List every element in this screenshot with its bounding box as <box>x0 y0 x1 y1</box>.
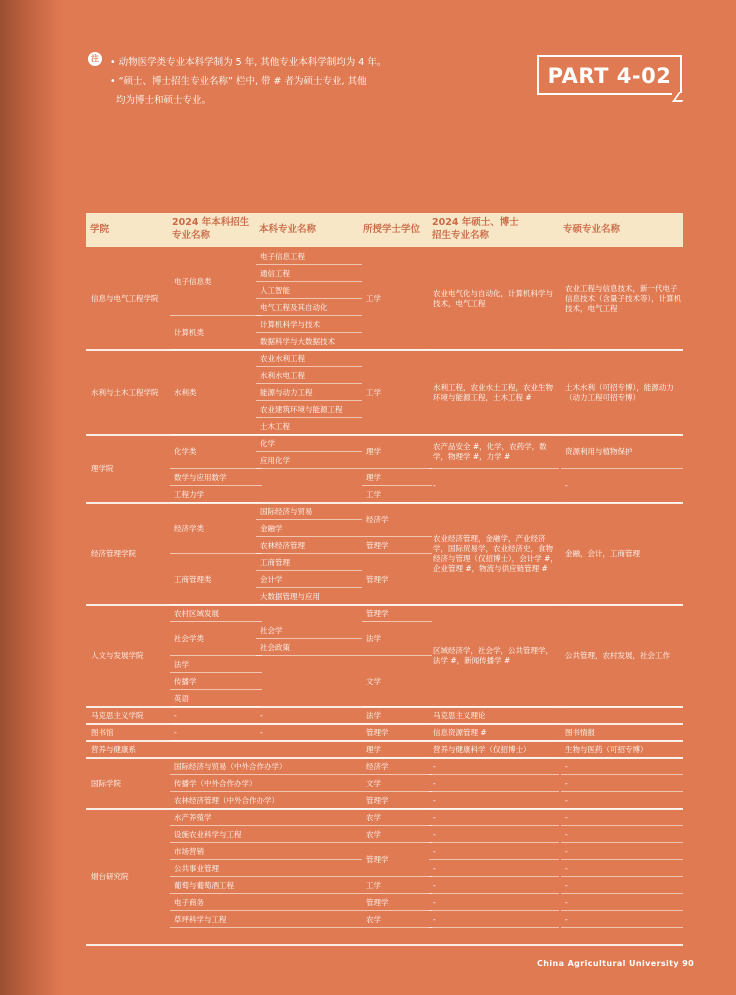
table-rule <box>362 655 432 656</box>
table-rule <box>561 927 683 928</box>
table-rule <box>429 604 559 605</box>
degree-cell: 文学 <box>366 676 381 686</box>
major-cell: - <box>260 710 263 720</box>
college-cell: 马克思主义学院 <box>91 710 144 720</box>
college-cell: 信息与电气工程学院 <box>91 294 159 303</box>
header-professional: 专硕专业名称 <box>563 224 621 235</box>
table-rule <box>256 570 362 571</box>
class-cell: 农林经济管理（中外合作办学） <box>174 795 279 805</box>
grad-program-cell: - <box>433 761 436 771</box>
professional-program-cell: - <box>565 812 568 822</box>
note-line: • “硕士、博士招生专业名称” 栏中, 带 # 者为硕士专业, 其他 <box>110 76 367 87</box>
table-rule <box>561 604 683 605</box>
class-cell: 国际经济与贸易（中外合作办学） <box>174 761 287 771</box>
note-icon: 注 <box>88 52 102 66</box>
major-cell: 国际经济与贸易 <box>260 506 313 516</box>
class-cell: 经济学类 <box>174 523 204 533</box>
degree-cell: 工学 <box>366 880 381 890</box>
table-rule <box>256 264 362 265</box>
table-rule <box>429 349 559 350</box>
table-rule <box>561 774 683 775</box>
table-rule <box>170 706 262 707</box>
major-cell: - <box>260 727 263 737</box>
class-cell: 电子信息类 <box>174 277 212 286</box>
college-cell: 经济管理学院 <box>91 549 136 558</box>
table-rule <box>362 842 432 843</box>
class-cell: - <box>174 727 177 737</box>
table-rule <box>561 706 683 707</box>
professional-program-cell: - <box>565 846 568 856</box>
major-cell: 土木工程 <box>260 421 290 431</box>
table-rule <box>170 927 362 928</box>
major-cell: 能源与动力工程 <box>260 387 313 397</box>
college-cell: 人文与发展学院 <box>91 651 144 660</box>
table-rule <box>561 757 683 758</box>
table-rule <box>170 910 362 911</box>
grad-program-cell: - <box>433 897 436 907</box>
table-rule <box>256 434 362 435</box>
table-rule <box>256 604 362 605</box>
class-cell: - <box>174 710 177 720</box>
professional-program-cell: 土木水利（可招专博），能源动力（动力工程可招专博） <box>565 382 674 402</box>
degree-cell: 法学 <box>366 710 381 720</box>
grad-program-cell: 营养与健康科学（仅招博士） <box>433 744 531 754</box>
class-cell: 计算机类 <box>174 328 204 337</box>
class-cell: 水利类 <box>174 387 197 397</box>
professional-program-cell: 公共管理，农村发展，社会工作 <box>565 651 670 660</box>
college-cell: 营养与健康系 <box>91 744 136 754</box>
table-rule <box>429 706 559 707</box>
professional-program-cell: - <box>565 795 568 805</box>
table-rule <box>170 468 262 469</box>
table-rule <box>170 859 362 860</box>
table-rule <box>256 366 362 367</box>
grad-program-cell: 农业经济管理，金融学，产业经济学，国际贸易学，农业经济史，食物经济与管理（仅招博士），会计学 #，企业管理 #，物流与供应链管理 # <box>433 534 558 573</box>
table-rule <box>429 927 559 928</box>
table-rule <box>256 451 362 452</box>
degree-cell: 管理学 <box>366 855 389 864</box>
major-cell: 应用化学 <box>260 455 290 465</box>
college-cell: 国际学院 <box>91 778 121 788</box>
table-rule <box>561 893 683 894</box>
book-spine-shadow <box>0 0 62 995</box>
class-cell: 传播学（中外合作办学） <box>174 778 257 788</box>
class-cell: 传播学 <box>174 676 197 686</box>
degree-cell: 管理学 <box>366 795 389 805</box>
table-rule <box>170 791 362 792</box>
professional-program-cell: 农业工程与信息技术，新一代电子信息技术（含量子技术等），计算机技术，电气工程 <box>565 284 682 313</box>
degree-cell: 工学 <box>366 387 381 397</box>
professional-program-cell: - <box>565 481 568 490</box>
table-rule <box>86 944 683 946</box>
table-rule <box>256 519 362 520</box>
class-cell: 电子商务 <box>174 897 204 907</box>
table-rule <box>362 876 432 877</box>
grad-program-cell: - <box>433 863 436 873</box>
professional-program-cell: - <box>565 880 568 890</box>
class-cell: 数学与应用数学 <box>174 472 227 482</box>
major-cell: 通信工程 <box>260 268 290 278</box>
header-undergrad-class-2: 专业名称 <box>172 230 211 241</box>
grad-program-cell: 农业电气化与自动化，计算机科学与技术，电气工程 <box>433 289 553 308</box>
major-cell: 电子信息工程 <box>260 251 305 261</box>
class-cell: 英语 <box>174 693 189 703</box>
professional-program-cell: 金融，会计，工商管理 <box>565 549 640 558</box>
professional-program-cell: 图书情报 <box>565 727 595 737</box>
table-rule <box>429 893 559 894</box>
table-rule <box>256 638 362 639</box>
table-rule <box>170 740 362 741</box>
table-rule <box>362 502 432 503</box>
major-cell: 电气工程及其自动化 <box>260 302 328 312</box>
degree-cell: 农学 <box>366 914 381 924</box>
degree-cell: 农学 <box>366 829 381 839</box>
table-rule <box>429 774 559 775</box>
table-rule <box>256 536 362 537</box>
class-cell: 公共事业管理 <box>174 863 219 873</box>
table-rule <box>561 434 683 435</box>
degree-cell: 管理学 <box>366 608 389 618</box>
table-rule <box>256 417 362 418</box>
major-cell: 会计学 <box>260 574 283 584</box>
degree-cell: 农学 <box>366 812 381 822</box>
table-rule <box>429 876 559 877</box>
professional-program-cell: 资源利用与植物保护 <box>565 447 633 456</box>
table-rule <box>362 910 432 911</box>
degree-cell: 工学 <box>366 489 381 499</box>
table-rule <box>170 672 262 673</box>
major-cell: 农业建筑环境与能源工程 <box>260 404 343 414</box>
table-rule <box>170 893 362 894</box>
professional-program-cell: - <box>565 778 568 788</box>
class-cell: 法学 <box>174 659 189 669</box>
major-cell: 数据科学与大数据技术 <box>260 336 335 346</box>
major-cell: 化学 <box>260 438 275 448</box>
note-line: • 动物医学类专业本科学制为 5 年, 其他专业本科学制均为 4 年。 <box>110 57 387 68</box>
header-grad-1: 2024 年硕士、博士 <box>432 217 519 228</box>
table-rule <box>256 468 362 469</box>
table-rule <box>170 876 362 877</box>
note-text <box>110 53 410 110</box>
table-rule <box>561 502 683 503</box>
table-rule <box>429 502 559 503</box>
table-rule <box>170 723 362 724</box>
degree-cell: 管理学 <box>366 540 389 550</box>
college-cell: 烟台研究院 <box>91 872 129 881</box>
table-rule <box>170 655 262 656</box>
major-cell: 农业水利工程 <box>260 353 305 363</box>
table-rule <box>256 553 362 554</box>
table-rule <box>170 434 262 435</box>
note-line: 均为博士和硕士专业。 <box>116 95 212 106</box>
grad-program-cell: 马克思主义理论 <box>433 710 486 720</box>
degree-cell: 文学 <box>366 778 381 788</box>
table-rule <box>256 655 362 656</box>
grad-program-cell: 信息资源管理 # <box>433 727 487 737</box>
grad-program-cell: - <box>433 914 436 924</box>
header-grad-2: 招生专业名称 <box>432 230 490 241</box>
table-rule <box>429 723 559 724</box>
class-cell: 草坪科学与工程 <box>174 914 227 924</box>
table-rule <box>429 434 559 435</box>
major-cell: 水利水电工程 <box>260 370 305 380</box>
degree-cell: 理学 <box>366 472 381 482</box>
table-rule <box>170 842 362 843</box>
professional-program-cell: - <box>565 914 568 924</box>
grad-program-cell: - <box>433 829 436 839</box>
table-rule <box>429 791 559 792</box>
professional-program-cell: - <box>565 761 568 771</box>
header-undergrad-class-1: 2024 年本科招生 <box>172 217 250 228</box>
table-rule <box>561 791 683 792</box>
table-rule <box>561 808 683 809</box>
table-rule <box>362 468 432 469</box>
degree-cell: 工学 <box>366 294 381 303</box>
degree-cell: 管理学 <box>366 727 389 737</box>
grad-program-cell: - <box>433 846 436 856</box>
degree-cell: 经济学 <box>366 515 389 524</box>
table-rule <box>362 757 432 758</box>
table-rule <box>362 485 432 486</box>
class-cell: 社会学类 <box>174 634 204 643</box>
grad-program-cell: - <box>433 795 436 805</box>
table-rule <box>170 825 362 826</box>
table-rule <box>561 468 683 469</box>
table-rule <box>256 298 362 299</box>
table-rule <box>561 910 683 911</box>
table-rule <box>256 349 362 350</box>
table-rule <box>170 604 262 605</box>
table-rule <box>429 842 559 843</box>
part-label-tail <box>672 93 682 101</box>
degree-cell: 管理学 <box>366 897 389 907</box>
table-rule <box>362 553 432 554</box>
class-cell: 工程力学 <box>174 489 204 499</box>
table-rule <box>362 621 432 622</box>
table-rule <box>362 536 432 537</box>
header-degree: 所授学士学位 <box>363 224 421 235</box>
table-rule <box>561 825 683 826</box>
table-rule <box>256 332 362 333</box>
degree-cell: 法学 <box>366 634 381 643</box>
class-cell: 市场营销 <box>174 846 204 856</box>
major-cell: 工商管理 <box>260 557 290 567</box>
major-cell: 金融学 <box>260 523 283 533</box>
table-rule <box>561 740 683 741</box>
table-rule <box>170 485 262 486</box>
table-rule <box>362 604 432 605</box>
degree-cell: 理学 <box>366 447 381 456</box>
table-rule <box>170 502 262 503</box>
table-rule <box>362 791 432 792</box>
class-cell: 设施农业科学与工程 <box>174 829 242 839</box>
table-rule <box>561 859 683 860</box>
degree-cell: 理学 <box>366 744 381 754</box>
grad-program-cell: 水利工程，农业水土工程，农业生物环境与能源工程，土木工程 # <box>433 382 553 402</box>
professional-program-cell: - <box>565 829 568 839</box>
table-rule <box>429 910 559 911</box>
grad-program-cell: - <box>433 481 436 490</box>
table-rule <box>362 808 432 809</box>
table-rule <box>170 621 262 622</box>
part-label: PART 4-02 <box>547 64 672 88</box>
table-rule <box>362 706 432 707</box>
degree-cell: 管理学 <box>366 574 389 584</box>
table-rule <box>429 757 559 758</box>
table-rule <box>362 927 432 928</box>
table-rule <box>561 842 683 843</box>
degree-cell: 经济学 <box>366 761 389 771</box>
table-rule <box>362 774 432 775</box>
class-cell: 工商管理类 <box>174 574 212 584</box>
table-rule <box>256 315 362 316</box>
grad-program-cell: 农产品安全 #，化学，农药学，数学，物理学 #，力学 # <box>433 442 547 461</box>
college-cell: 水利与土木工程学院 <box>91 387 159 397</box>
college-cell: 理学院 <box>91 464 114 473</box>
grad-program-cell: - <box>433 778 436 788</box>
page-footer: China Agricultural University 90 <box>537 959 695 968</box>
table-rule <box>429 859 559 860</box>
table-rule <box>362 893 432 894</box>
major-cell: 社会政策 <box>260 642 290 652</box>
major-cell: 农林经济管理 <box>260 540 305 550</box>
table-rule <box>362 349 432 350</box>
class-cell: 水产养殖学 <box>174 812 212 822</box>
major-cell: 计算机科学与技术 <box>260 319 320 329</box>
table-header <box>86 213 683 247</box>
table-rule <box>561 349 683 350</box>
table-rule <box>429 808 559 809</box>
table-rule <box>170 553 262 554</box>
table-rule <box>256 383 362 384</box>
table-rule <box>170 774 362 775</box>
part-label-box <box>537 55 682 95</box>
table-rule <box>561 876 683 877</box>
table-rule <box>362 434 432 435</box>
table-rule <box>170 808 362 809</box>
major-cell: 人工智能 <box>260 285 290 295</box>
table-rule <box>256 281 362 282</box>
header-major: 本科专业名称 <box>259 224 317 235</box>
grad-program-cell: - <box>433 880 436 890</box>
professional-program-cell: - <box>565 897 568 907</box>
college-cell: 图书馆 <box>91 727 114 737</box>
grad-program-cell: 区域经济学，社会学，公共管理学，法学 #，新闻传播学 # <box>433 646 553 665</box>
table-rule <box>362 723 432 724</box>
major-cell: 社会学 <box>260 625 283 635</box>
table-rule <box>429 468 559 469</box>
professional-program-cell: 生物与医药（可招专博） <box>565 744 648 754</box>
table-rule <box>429 740 559 741</box>
table-rule <box>256 587 362 588</box>
table-rule <box>256 400 362 401</box>
table-rule <box>362 825 432 826</box>
table-rule <box>362 740 432 741</box>
class-cell: 化学类 <box>174 447 197 456</box>
major-cell: 大数据管理与应用 <box>260 591 320 601</box>
class-cell: 葡萄与葡萄酒工程 <box>174 880 234 890</box>
table-rule <box>170 349 262 350</box>
grad-program-cell: - <box>433 812 436 822</box>
table-rule <box>170 689 262 690</box>
class-cell: 农村区域发展 <box>174 608 219 618</box>
header-college: 学院 <box>90 224 110 235</box>
table-rule <box>429 825 559 826</box>
professional-program-cell: - <box>565 863 568 873</box>
table-rule <box>170 315 262 316</box>
